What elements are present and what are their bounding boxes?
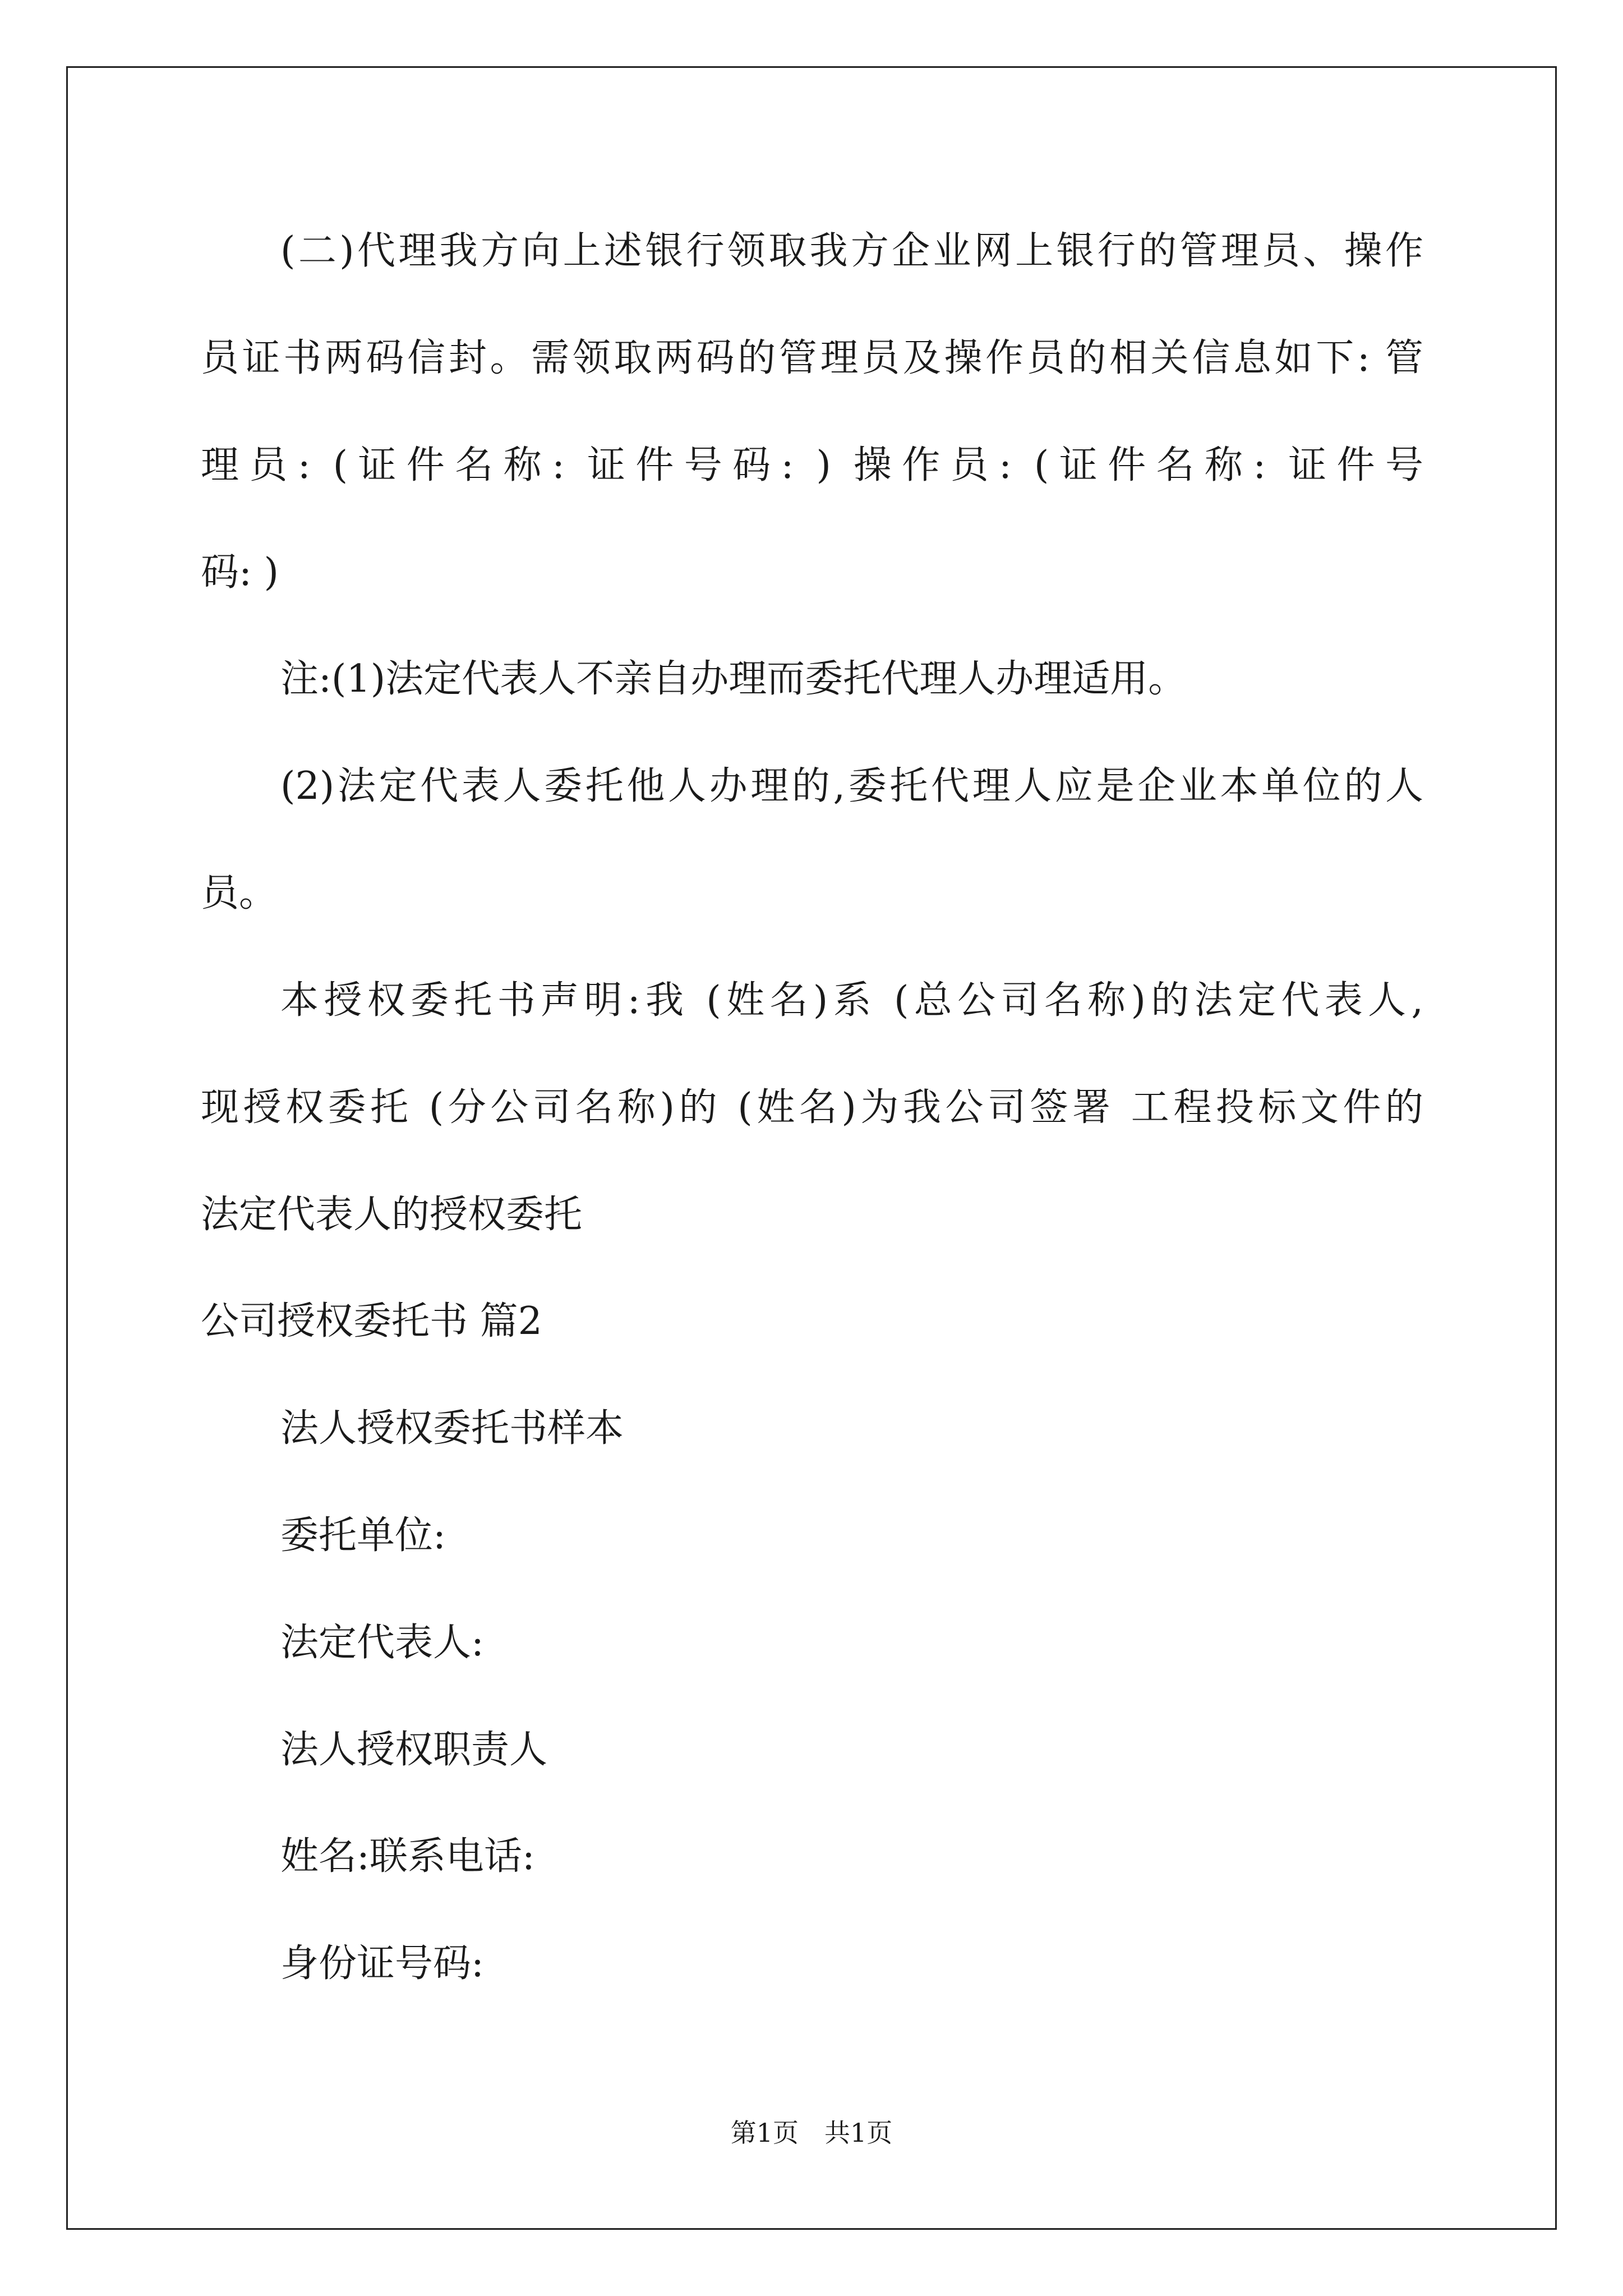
paragraph-line: 现授权委托 (分公司名称)的 (姓名)为我公司签署 工程投标文件的 bbox=[201, 1085, 1423, 1130]
form-title: 法人授权委托书样本 bbox=[280, 1406, 624, 1451]
field-label: 姓名:联系电话: bbox=[280, 1834, 535, 1879]
section-heading: 公司授权委托书 篇2 bbox=[201, 1299, 542, 1343]
paragraph-line: 法定代表人的授权委托 bbox=[201, 1193, 583, 1237]
paragraph-line: (二)代理我方向上述银行领取我方企业网上银行的管理员、操作 bbox=[280, 229, 1423, 273]
paragraph-line: 理员: (证件名称: 证件号码: ) 操作员: (证件名称: 证件号 bbox=[201, 443, 1423, 487]
note-line: 员。 bbox=[201, 871, 278, 915]
field-label: 身份证号码: bbox=[280, 1941, 484, 1986]
page-border bbox=[66, 66, 1557, 2230]
field-label: 法人授权职责人 bbox=[280, 1728, 548, 1772]
note-line: 注:(1)法定代表人不亲自办理而委托代理人办理适用。 bbox=[280, 657, 1187, 701]
page-number: 第1页 共1页 bbox=[730, 2118, 893, 2148]
paragraph-line: 码: ) bbox=[201, 550, 279, 595]
field-label: 委托单位: bbox=[280, 1513, 446, 1558]
note-line: (2)法定代表人委托他人办理的,委托代理人应是企业本单位的人 bbox=[280, 764, 1423, 808]
field-label: 法定代表人: bbox=[280, 1621, 484, 1665]
paragraph-line: 员证书两码信封。需领取两码的管理员及操作员的相关信息如下: 管 bbox=[201, 336, 1423, 380]
paragraph-line: 本授权委托书声明:我 (姓名)系 (总公司名称)的法定代表人, bbox=[280, 978, 1423, 1023]
